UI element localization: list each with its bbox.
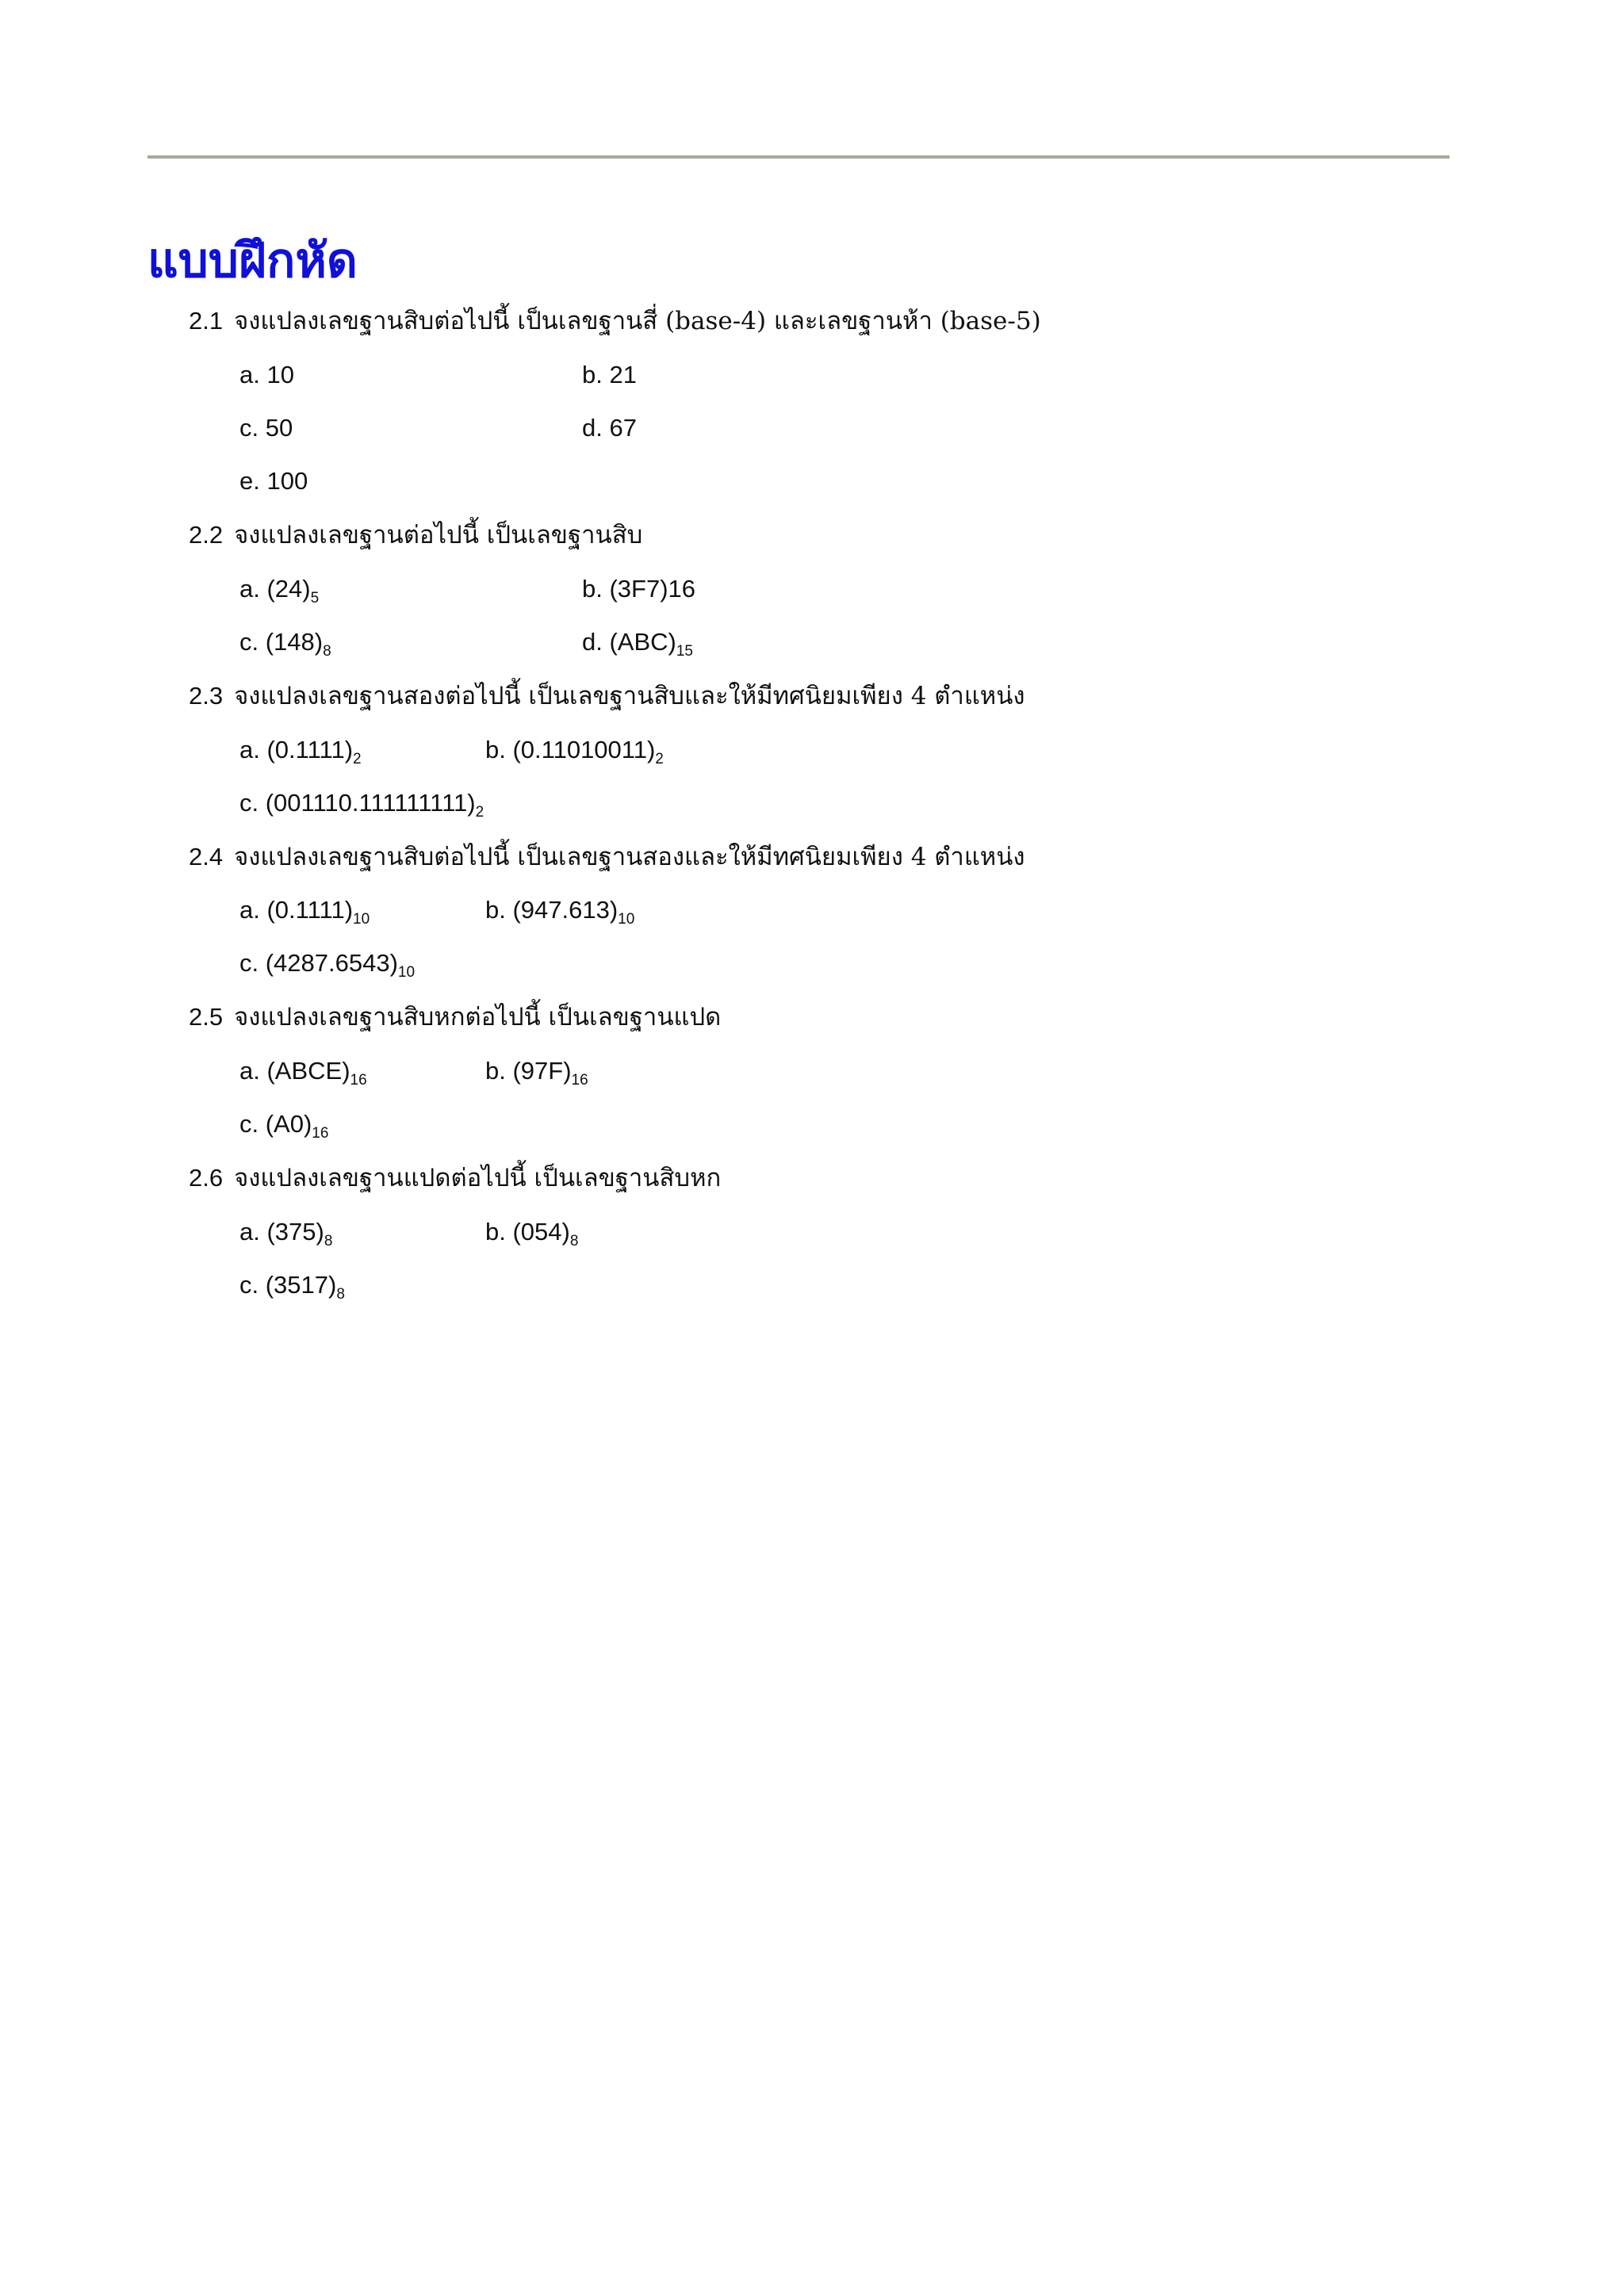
item-base: 2 xyxy=(475,804,485,821)
item-base: 16 xyxy=(350,1072,367,1089)
item-base: 8 xyxy=(569,1233,579,1249)
exercise-2-2-item-b xyxy=(582,571,695,607)
exercise-text: จงแปลงเลขฐานต่อไปนี้ เป็นเลขฐานสิบ xyxy=(234,521,643,549)
item-label: d. 67 xyxy=(582,414,637,442)
item-label: c. (4287.6543) xyxy=(239,949,398,977)
exercise-number: 2.4 xyxy=(189,843,224,871)
exercise-number: 2.5 xyxy=(189,1003,224,1031)
item-base: 5 xyxy=(310,590,320,607)
item-base: 16 xyxy=(571,1072,588,1089)
exercise-text: จงแปลงเลขฐานสิบต่อไปนี้ เป็นเลขฐานสี่ (base-4) และเลขฐานห้า (base-5) xyxy=(234,307,1041,335)
exercise-number: 2.2 xyxy=(189,521,224,549)
exercise-2-1-item-c xyxy=(239,410,293,446)
item-base: 8 xyxy=(324,1233,333,1249)
item-label: b. 21 xyxy=(582,361,637,388)
item-label: c. (3517) xyxy=(239,1271,337,1299)
item-label: c. (001110.111111111) xyxy=(239,789,476,817)
page-heading: แบบฝึกหัด xyxy=(147,233,358,289)
item-base: 10 xyxy=(397,964,416,981)
item-label: b. (054) xyxy=(485,1218,570,1246)
exercise-2-3-item-c xyxy=(239,785,484,821)
exercise-2-6-item-c xyxy=(239,1267,345,1303)
exercise-2-4-item-c xyxy=(239,945,415,982)
exercise-2-2-item-c xyxy=(239,624,331,660)
top-rule xyxy=(147,155,1450,159)
item-base: 8 xyxy=(336,1286,345,1303)
item-label: c. (148) xyxy=(239,628,324,656)
exercise-2-5-item-a xyxy=(239,1053,367,1089)
item-base: 15 xyxy=(676,643,693,660)
item-label: a. (ABCE) xyxy=(239,1057,350,1085)
exercise-2-1-item-d xyxy=(582,410,637,446)
exercise-2-2-item-d xyxy=(582,624,693,660)
item-label: b. (3F7)16 xyxy=(582,575,696,603)
item-label: a. 10 xyxy=(239,361,294,388)
exercise-2-5-question xyxy=(189,999,721,1035)
exercise-2-6-item-b xyxy=(485,1214,578,1250)
item-base: 8 xyxy=(323,643,331,660)
exercise-text: จงแปลงเลขฐานสิบหกต่อไปนี้ เป็นเลขฐานแปด xyxy=(234,1003,722,1031)
item-base: 10 xyxy=(353,911,370,928)
exercise-2-2-item-a xyxy=(239,571,319,607)
exercise-2-5-item-c xyxy=(239,1106,328,1142)
item-label: b. (947.613) xyxy=(485,896,619,924)
exercise-2-3-item-b xyxy=(485,732,664,768)
exercise-text: จงแปลงเลขฐานแปดต่อไปนี้ เป็นเลขฐานสิบหก xyxy=(234,1164,722,1192)
item-label: a. (0.1111) xyxy=(239,736,354,763)
exercise-number: 2.3 xyxy=(189,682,224,710)
item-base: 2 xyxy=(655,751,664,767)
item-base: 2 xyxy=(353,751,362,767)
exercise-number: 2.6 xyxy=(189,1164,224,1192)
exercise-2-4-item-a xyxy=(239,892,370,928)
exercise-text: จงแปลงเลขฐานสองต่อไปนี้ เป็นเลขฐานสิบและให้มีทศนิยมเพียง 4 ตำแหน่ง xyxy=(234,682,1025,710)
item-label: b. (0.11010011) xyxy=(485,736,656,763)
exercise-2-1-item-b xyxy=(582,357,637,393)
item-base: 10 xyxy=(618,911,635,928)
exercise-text: จงแปลงเลขฐานสิบต่อไปนี้ เป็นเลขฐานสองและให้มีทศนิยมเพียง 4 ตำแหน่ง xyxy=(234,843,1025,871)
item-base: 16 xyxy=(312,1125,329,1142)
item-label: a. (24) xyxy=(239,575,311,603)
exercise-number: 2.1 xyxy=(189,307,224,335)
item-label: b. (97F) xyxy=(485,1057,572,1085)
exercise-2-5-item-b xyxy=(485,1053,588,1089)
exercise-2-2-question xyxy=(189,517,642,553)
exercise-2-4-item-b xyxy=(485,892,634,928)
item-label: a. (375) xyxy=(239,1218,324,1246)
exercise-2-3-item-a xyxy=(239,732,362,768)
item-label: a. (0.1111) xyxy=(239,896,354,924)
item-label: e. 100 xyxy=(239,467,308,495)
exercise-2-1-item-e xyxy=(239,463,308,499)
item-label: d. (ABC) xyxy=(582,628,676,656)
item-label: c. 50 xyxy=(239,414,293,442)
item-label: c. (A0) xyxy=(239,1110,312,1138)
exercise-2-6-item-a xyxy=(239,1214,332,1250)
exercise-2-1-question xyxy=(189,303,1041,339)
exercise-2-1-item-a xyxy=(239,357,294,393)
exercise-2-3-question xyxy=(189,678,1025,714)
exercise-2-4-question xyxy=(189,839,1025,875)
exercise-2-6-question xyxy=(189,1160,721,1196)
